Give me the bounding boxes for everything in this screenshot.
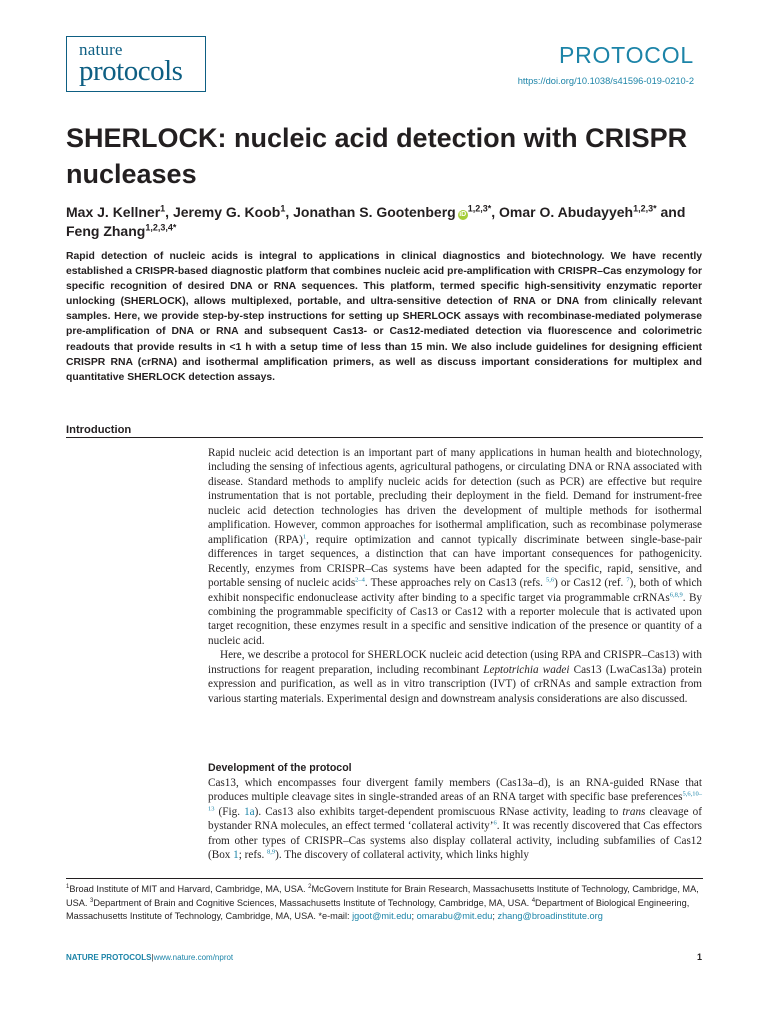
page-number: 1: [696, 952, 702, 962]
journal-name-line2: protocols: [79, 55, 183, 87]
subsection-heading-development: Development of the protocol: [208, 762, 352, 774]
author-name: Omar O. Abudayyeh: [499, 204, 634, 220]
author-name: Max J. Kellner: [66, 204, 161, 220]
orcid-icon[interactable]: iD: [459, 211, 467, 218]
figure-link[interactable]: 1a: [244, 805, 255, 818]
doi-link[interactable]: https://doi.org/10.1038/s41596-019-0210-2: [517, 76, 694, 86]
introduction-body: [208, 446, 702, 706]
journal-name-line1: nature: [79, 40, 123, 59]
footnote-divider: [66, 878, 703, 879]
footer-url[interactable]: www.nature.com/nprot: [153, 953, 234, 962]
article-title: SHERLOCK: nucleic acid detection with CRISPR nucleases: [66, 123, 688, 189]
author-name: Jeremy G. Koob: [172, 204, 281, 220]
abstract: Rapid detection of nucleic acids is integral to applications in clinical diagnostics and biotechnology. We have recently established a CRISPR-based diagnostic platform that combines nucleic acid pre-amplification with CRISPR–Cas enzymology for specific recognition of desired DNA or RNA sequences. This platform, termed specific high-sensitivity enzymatic reporter unlocking (SHERLOCK), allows multiplexed, portable, and ultra-sensitive detection of RNA or DNA from clinically relevant samples. Here, we provide step-by-step instructions for setting up SHERLOCK assays with recombinase-mediated polymerase pre-amplification of DNA or RNA and subsequent Cas13- or Cas12-mediated detection via fluorescence and colorimetric readouts that provide results in <1 h with a setup time of less than 15 min. We also include guidelines for designing efficient CRISPR RNA (crRNA) and isothermal amplification primers, as well as discuss important considerations for multiplex and quantitative SHERLOCK detection assays.: [66, 251, 702, 383]
development-body: Cas13, which encompasses four divergent family members (Cas13a–d), is an RNA-guided RNase that produces multiple cleavage sites in single-stranded areas of an RNA target with specific base preferences$^{5,6,10-13}$ (Fig. 1a). Cas13 also exhibits target-dependent promiscuous RNase activity, leading to trans cleavage of bystander RNA molecules, an effect termed ‘collateral activity’$^6$. It was recently discovered that Cas effectors from other types of CRISPR–Cas systems also display collateral activity, including subfamilies of Cas12 (Box 1; refs. $^{8,9}$). The discovery of collateral activity, which links highly: [208, 777, 703, 862]
journal-logo[interactable]: [66, 36, 206, 92]
email-link[interactable]: zhang@broadinstitute.org: [497, 911, 603, 921]
article-type-label: PROTOCOL: [558, 42, 694, 68]
body-paragraph: Rapid nucleic acid detection is an important part of many applications in human health and biotechnology, including the sensing of infectious agents, agricultural pathogens, or circulating DNA or RNA associated with disease. Standard methods to amplify nucleic acids for detection (such as PCR) are effective but require instrumentation that is not portable, precluding their deployment in the field. Demand for instrument-free nucleic acid detection technologies has driven the development of multiple methods for isothermal amplification. However, common approaches for isothermal amplification, such as recombinase polymerase amplification (RPA)$^1$, require optimization and cannot typically discriminate between single-base-pair differences in target sequences, a distinction that can have important consequences for pathogenicity. Recently, enzymes from CRISPR–Cas systems have been adapted for the specific, rapid, sensitive, and portable sensing of nucleic acids$^{2-4}$. These approaches rely on Cas13 (refs. $^{5,6}$) or Cas12 (ref. $^7$), both of which exhibit nonspecific endonuclease activity after binding to a specific target via programmable crRNAs$^{6,8,9}$. By combining the programmable specificity of Cas13 or Cas12 with a reporter molecule that is activated upon target recognition, these enzymes result in a specific and sensitive indication of the presence or quantity of a nucleic acid.: [208, 447, 703, 647]
box-link[interactable]: 1: [233, 849, 239, 862]
author-list: Max J. Kellner$^1$, Jeremy G. Koob$^1$, Jonathan S. Gootenberg $iD^{1,2,3*}$, Omar O. Abudayyeh$^{1,2,3*}$ and Feng Zhang$^{1,2,3,4*}$: [66, 203, 686, 239]
body-paragraph: Here, we describe a protocol for SHERLOCK nucleic acid detection (using RPA and CRISPR–Cas13) with instructions for reagent preparation, including recombinant Leptotrichia wadei Cas13 (LwaCas13a) protein expression and purification, as well as in vitro transcription (IVT) of crRNAs and sample extraction from various starting materials. Experimental design and downstream analysis considerations are also discussed.: [208, 649, 702, 705]
section-divider: [66, 437, 703, 438]
page-footer: NATURE PROTOCOLS|www.nature.com/nprot: [66, 953, 234, 962]
author-name: Feng Zhang: [66, 223, 146, 239]
footer-journal: NATURE PROTOCOLS: [66, 953, 152, 962]
section-heading-introduction: Introduction: [66, 424, 132, 436]
email-link[interactable]: omarabu@mit.edu: [416, 911, 493, 921]
author-name: Jonathan S. Gootenberg: [293, 204, 456, 220]
affiliations: $^1$Broad Institute of MIT and Harvard, Cambridge, MA, USA. $^2$McGovern Institute for Brain Research, Massachusetts Institute of Technology, Cambridge, MA, USA. $^3$Department of Brain and Cognitive Sciences, Massachusetts Institute of Technology, Cambridge, MA, USA. $^4$Department of Biological Engineering, Massachusetts Institute of Technology, Cambridge, MA, USA. *e-mail: jgoot@mit.edu; omarabu@mit.edu; zhang@broadinstitute.org: [66, 883, 699, 921]
email-link[interactable]: jgoot@mit.edu: [352, 911, 412, 921]
